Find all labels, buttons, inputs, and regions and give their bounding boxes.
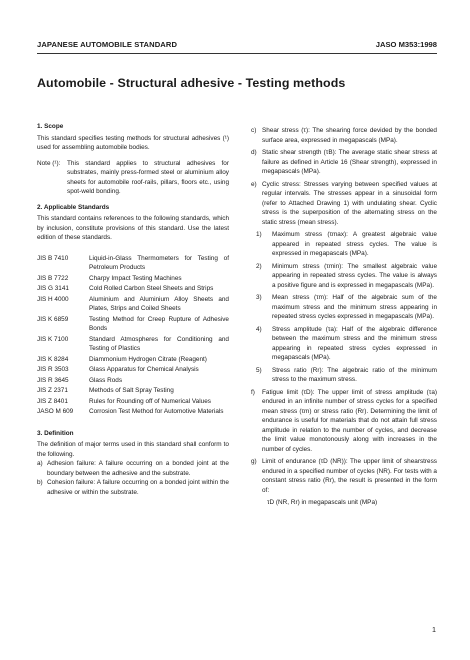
item-text: Cohesion failure: A failure occurring on a bonded joint within the adhesive or within the substrate. [47,479,229,496]
standard-name: Testing Method for Creep Rupture of Adhesive Bonds [89,315,229,332]
header-standard-number: JASO M353:1998 [375,40,437,49]
sub-item [251,230,437,259]
item-text: Cyclic stress: Stresses varying between specified values at regular intervals. The stresses appear in a sinusoidal form (refer to Attached Drawing 1) with undulating shear. Cyclic stress is the superposition of the alternating stress on the static stress (mean stress). [262,180,437,226]
note-text: This standard applies to structural adhesives for substrates, mainly press-formed steel or aluminium alloy sheets for automobile roof-rails, pillars, floors etc., using spot-weld bonding. [67,159,229,195]
sub-item-number: 4) [256,325,262,333]
standard-row [37,355,229,365]
standard-code: JIS B 7722 [37,274,69,282]
standard-code: JIS K 6859 [37,315,69,323]
sub-item-number: 3) [256,294,262,301]
item-label: c) [251,127,257,134]
scope-text: This standard specifies testing methods for structural adhesives (¹) used for assembling automobile bodies. [37,134,229,151]
definition-item [251,180,437,228]
section-heading-scope: 1. Scope [37,123,64,130]
standard-name: Cold Rolled Carbon Steel Sheets and Strips [89,285,214,292]
section-heading-applicable: 2. Applicable Standards [37,203,110,211]
page-number: 1 [432,625,436,634]
item-text: Limit of endurance (τD (NR)): The upper limit of shearstress endured in a specified number of cycles (NR). For tests with a constant stress ratio (Rr), the result is presented in the form of: [262,458,437,494]
item-label: b) [37,479,43,486]
left-column [37,122,229,497]
right-column [251,126,437,508]
definition-item [251,388,437,455]
sub-item-text: Stress amplitude (τa): Half of the algebraic difference between the maximum stress and the minimum stress appearing in repeated stress cycles expressed in megapascals (MPa). [272,325,437,361]
sub-item [251,325,437,363]
standard-code: JIS R 3645 [37,376,69,384]
standard-name: Methods of Salt Spray Testing [89,387,174,394]
definition-item [251,126,437,145]
standard-name: Standard Atmospheres for Conditioning and Testing of Plastics [89,335,229,352]
definition-item [251,457,437,495]
standard-row [37,315,229,334]
standard-name: Glass Rods [89,376,123,384]
item-text: Shear stress (τ): The shearing force devided by the bonded surface area, expressed in megapascals (MPa). [262,127,437,144]
sub-item [251,293,437,322]
standard-code: JIS G 3141 [37,285,69,292]
item-text: Fatigue limit (τD): The upper limit of stress amplitude (τa) endured in an infinite number of stress cycles for a specified mean stress (τm) or stress ratio (Rr). Determining the limit of endurance is useful for materials that do not attain full stress amplitude in relation to the number of cycles, and decrease the limit value monotonously along with increases in the number of cycles. [262,388,437,453]
standards-list [37,254,229,417]
sub-item-text: Minimum stress (τmin): The smallest algebraic value appearing in repeated stress cycles. The value is always a positive figure and is expressed in megapascals (MPa). [272,262,437,289]
standard-code: JIS B 7410 [37,254,69,262]
standard-name: Liquid-in-Glass Thermometers for Testing of Petroleum Products [89,254,229,271]
standard-name: Aluminium and Aluminium Alloy Sheets and Plates, Strips and Coiled Sheets [89,295,229,312]
standard-row [37,284,229,294]
sub-item-text: Mean stress (τm): Half of the algebraic sum of the maximum stress and the minimum stress appearing in repeated stress cycles expressed in megapascals (MPa). [272,294,437,320]
standard-name: Rules for Rounding off of Numerical Values [89,397,211,405]
header-rule [37,53,437,54]
standard-row [37,397,229,407]
section-applicable-standards [37,203,229,243]
standard-row [37,274,229,284]
standard-code: JIS R 3503 [37,366,69,373]
standard-row [37,386,229,396]
standard-name: Glass Apparatus for Chemical Analysis [89,366,199,373]
standard-code: JIS K 7100 [37,335,69,343]
applicable-text: This standard contains references to the following standards, which by inclusion, constitute provisions of this standard. Use the latest edition of these standards. [37,215,229,241]
sub-item-text: Stress ratio (Rr): The algebraic ratio of the minimum stress to the maximum stress. [272,366,437,383]
standard-code: JIS Z 2371 [37,387,68,394]
formula: τD (NR, Rr) in megapascals unit (MPa) [267,499,378,506]
note-label: Note (¹): [37,159,61,167]
standard-name: Corrosion Test Method for Automotive Materials [89,408,224,415]
sub-item-number: 5) [256,366,262,374]
definition-item [251,148,437,177]
standard-row [37,254,229,273]
section-heading-definition: 3. Definition [37,429,74,437]
standard-row [37,295,229,314]
item-text: Static shear strength (τB): The average static shear stress at failure as defined in Article 16 (Shear strength), expressed in megapascals (MPa). [262,149,437,175]
item-text: Adhesion failure: A failure occurring on a bonded joint at the boundary between the adhesive and the substrate. [47,460,229,477]
item-label: d) [251,149,257,156]
sub-item-number: 1) [256,231,262,238]
standard-code: JASO M 609 [37,408,74,415]
item-label: a) [37,460,43,467]
item-label: e) [251,180,257,188]
standard-row [37,335,229,354]
definition-text: The definition of major terms used in this standard shall conform to the following. [37,441,229,458]
standard-name: Charpy Impact Testing Machines [89,274,182,282]
sub-item [251,366,437,385]
standard-code: JIS K 8284 [37,355,69,363]
standard-code: JIS Z 8401 [37,397,68,405]
standard-name: Diammonium Hydrogen Citrate (Reagent) [89,355,207,363]
item-label: f) [251,388,255,396]
scope-note [37,159,229,197]
standard-code: JIS H 4000 [37,295,69,303]
definition-item [37,478,229,497]
section-definition [37,429,229,498]
sub-item-number: 2) [256,262,262,270]
item-label: g) [251,458,257,465]
standard-row [37,407,229,417]
header-standard-name: JAPANESE AUTOMOBILE STANDARD [37,40,178,49]
sub-item-text: Maximum stress (τmax): A greatest algebraic value appeared in repeated stress cycles. The value is expressed in megapascals (MPa). [272,231,437,257]
standard-row [37,365,229,375]
definition-item [37,459,229,478]
document-title: Automobile - Structural adhesive - Testing methods [37,76,346,90]
sub-item [251,262,437,291]
standard-row [37,376,229,386]
